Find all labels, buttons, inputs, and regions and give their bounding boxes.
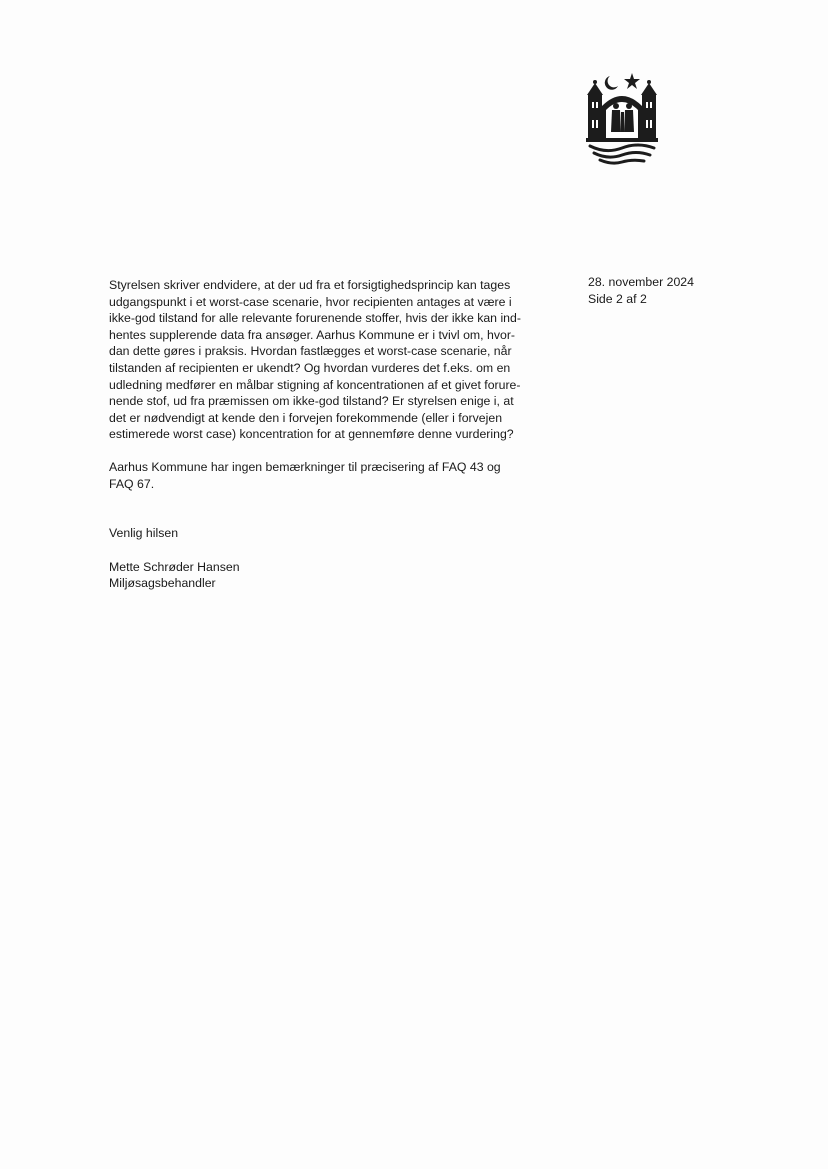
closing: Venlig hilsen	[109, 526, 179, 541]
text-line: det er nødvendigt at kende den i forvejen forekommende (eller i forvejen	[109, 410, 503, 425]
text-line: tilstanden af recipienten er ukendt? Og hvordan vurderes det f.eks. om en	[109, 360, 511, 375]
text-line: Aarhus Kommune har ingen bemærkninger til præcisering af FAQ 43 og	[109, 459, 501, 474]
letter-meta	[588, 274, 788, 307]
signature-block	[109, 559, 579, 592]
letter-date: 28. november 2024	[588, 275, 694, 289]
letter-body	[109, 277, 579, 592]
text-line: ikke-god tilstand for alle relevante forurenende stoffer, hvis der ikke kan ind-	[109, 311, 521, 326]
page-indicator: Side 2 af 2	[588, 291, 647, 306]
text-line: hentes supplerende data fra ansøger. Aarhus Kommune er i tvivl om, hvor-	[109, 327, 516, 342]
text-line: estimerede worst case) koncentration for at gennemføre denne vurdering?	[109, 427, 514, 442]
text-line: nende stof, ud fra præmissen om ikke-god tilstand? Er styrelsen enige i, at	[109, 394, 514, 409]
text-line: Styrelsen skriver endvidere, at der ud fra et forsigtighedsprincip kan tages	[109, 278, 511, 292]
paragraph-worst-case	[109, 277, 579, 443]
text-line: udgangspunkt i et worst-case scenarie, hvor recipienten antages at være i	[109, 294, 512, 309]
text-line: udledning medfører en målbar stigning af koncentrationen af et givet forure-	[109, 377, 521, 392]
aarhus-coat-of-arms-icon	[584, 70, 660, 168]
text-line: FAQ 67.	[109, 476, 155, 491]
paragraph-faq	[109, 459, 579, 492]
signer-title: Miljøsagsbehandler	[109, 576, 216, 591]
text-line: dan dette gøres i praksis. Hvordan fastlægges et worst-case scenarie, når	[109, 344, 512, 359]
signer-name: Mette Schrøder Hansen	[109, 559, 240, 574]
